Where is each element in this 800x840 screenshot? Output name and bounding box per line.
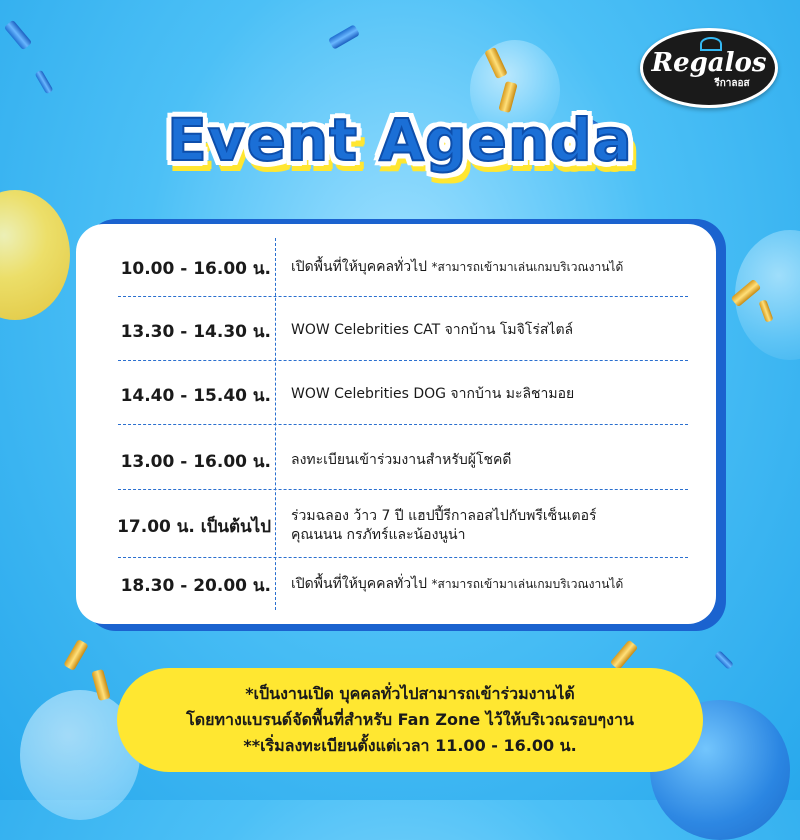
agenda-text: ลงทะเบียนเข้าร่วมงานสำหรับผู้โชคดี [291,452,512,468]
info-note-box [117,668,703,772]
row-divider [118,424,688,425]
confetti-decoration [610,640,638,671]
agenda-row [76,250,716,286]
page-title: Event Agenda [167,106,633,174]
agenda-time: 17.00 น. เป็นต้นไป [117,516,271,537]
row-divider [118,296,688,297]
note-line: **เริ่มลงทะเบียนตั้งแต่เวลา 11.00 - 16.00 น. [243,736,577,755]
agenda-description [291,321,706,340]
agenda-text: WOW Celebrities CAT จากบ้าน โมจิโร่สไตล์ [291,322,574,338]
agenda-text: เปิดพื้นที่ให้บุคคลทั่วไป [291,259,428,275]
bow-icon [700,37,722,51]
title-area [0,106,800,174]
confetti-decoration [4,20,32,51]
row-divider [118,360,688,361]
agenda-text: WOW Celebrities DOG จากบ้าน มะลิชามอย [291,386,575,402]
row-divider [118,489,688,490]
note-line: *เป็นงานเปิด บุคคลทั่วไปสามารถเข้าร่วมงานได้ [245,684,575,703]
agenda-description [291,258,706,277]
agenda-time: 14.40 - 15.40 น. [120,385,271,406]
agenda-row [76,503,716,549]
agenda-description [291,451,706,470]
note-line: โดยทางแบรนด์จัดพื้นที่สำหรับ Fan Zone ไว้ให้บริเวณรอบๆงาน [186,710,634,729]
agenda-row [76,313,716,349]
confetti-decoration [328,24,360,49]
logo-text: Regalos [651,47,767,78]
brand-logo [640,28,778,108]
agenda-note: *สามารถเข้ามาเล่นเกมบริเวณงานได้ [431,577,624,591]
agenda-description [291,575,706,594]
confetti-decoration [63,639,88,671]
confetti-decoration [35,70,54,95]
agenda-row [76,377,716,413]
yellow-balloon-decoration [0,190,70,320]
agenda-text: ร่วมฉลอง ว้าว 7 ปี แฮปปี้รีกาลอสไปกับพรีเซ็นเตอร์ [291,508,597,524]
agenda-description [291,507,706,545]
agenda-description [291,385,706,404]
agenda-time: 18.30 - 20.00 น. [120,575,271,596]
agenda-row [76,567,716,603]
agenda-card [76,224,716,624]
agenda-time: 10.00 - 16.00 น. [120,258,271,279]
agenda-time: 13.00 - 16.00 น. [120,451,271,472]
agenda-text-line2: คุณนนน กรภัทร์และน้องนูน่า [291,527,466,543]
logo-subtext: รีกาลอส [714,77,750,89]
agenda-text: เปิดพื้นที่ให้บุคคลทั่วไป [291,576,428,592]
agenda-note: *สามารถเข้ามาเล่นเกมบริเวณงานได้ [431,260,624,274]
confetti-decoration [714,650,734,670]
agenda-row [76,443,716,479]
agenda-time: 13.30 - 14.30 น. [120,321,271,342]
row-divider [118,557,688,558]
